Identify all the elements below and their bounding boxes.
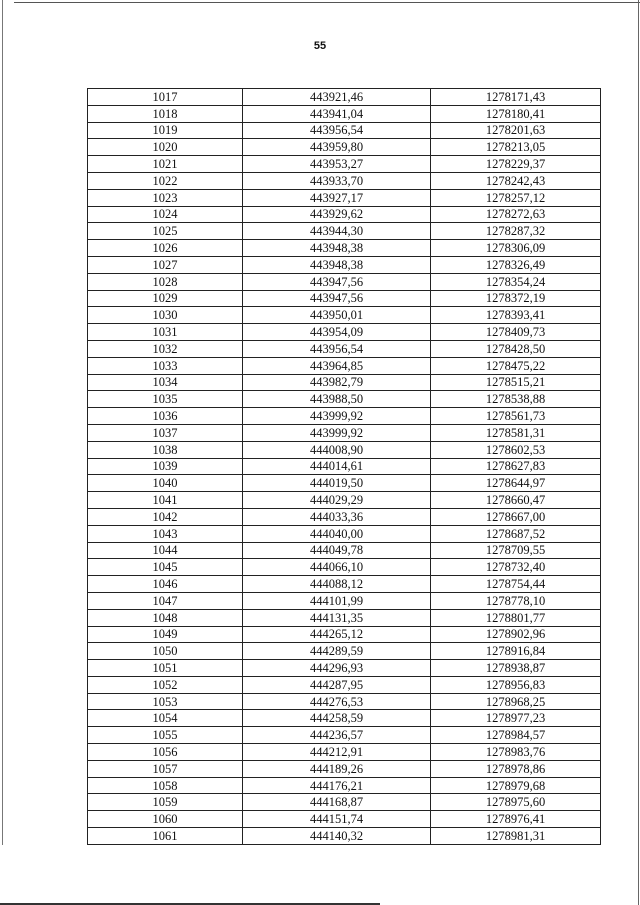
y-coordinate-cell: 1278983,76 — [431, 744, 601, 761]
table-row — [88, 508, 601, 525]
x-coordinate-cell: 443954,09 — [243, 324, 431, 341]
point-number-cell: 1046 — [88, 576, 243, 593]
point-number-cell: 1051 — [88, 660, 243, 677]
x-coordinate-cell: 444131,35 — [243, 609, 431, 626]
table-row — [88, 727, 601, 744]
y-coordinate-cell: 1278977,23 — [431, 710, 601, 727]
table-row — [88, 156, 601, 173]
x-coordinate-cell: 443929,62 — [243, 206, 431, 223]
table-row — [88, 794, 601, 811]
point-number-cell: 1047 — [88, 592, 243, 609]
x-coordinate-cell: 444008,90 — [243, 441, 431, 458]
x-coordinate-cell: 444168,87 — [243, 794, 431, 811]
y-coordinate-cell: 1278976,41 — [431, 811, 601, 828]
point-number-cell: 1034 — [88, 374, 243, 391]
y-coordinate-cell: 1278257,12 — [431, 189, 601, 206]
point-number-cell: 1027 — [88, 256, 243, 273]
table-row — [88, 189, 601, 206]
point-number-cell: 1028 — [88, 273, 243, 290]
x-coordinate-cell: 443999,92 — [243, 424, 431, 441]
y-coordinate-cell: 1278956,83 — [431, 676, 601, 693]
table-row — [88, 710, 601, 727]
point-number-cell: 1045 — [88, 559, 243, 576]
y-coordinate-cell: 1278732,40 — [431, 559, 601, 576]
table-row — [88, 542, 601, 559]
y-coordinate-cell: 1278272,63 — [431, 206, 601, 223]
x-coordinate-cell: 444287,95 — [243, 676, 431, 693]
x-coordinate-cell: 443927,17 — [243, 189, 431, 206]
page-number: 55 — [313, 40, 327, 52]
point-number-cell: 1060 — [88, 811, 243, 828]
table-row — [88, 324, 601, 341]
y-coordinate-cell: 1278475,22 — [431, 357, 601, 374]
y-coordinate-cell: 1278660,47 — [431, 492, 601, 509]
page-border-top — [14, 2, 640, 3]
table-row — [88, 744, 601, 761]
y-coordinate-cell: 1278938,87 — [431, 660, 601, 677]
point-number-cell: 1039 — [88, 458, 243, 475]
x-coordinate-cell: 443933,70 — [243, 172, 431, 189]
point-number-cell: 1052 — [88, 676, 243, 693]
table-row — [88, 458, 601, 475]
point-number-cell: 1033 — [88, 357, 243, 374]
y-coordinate-cell: 1278916,84 — [431, 643, 601, 660]
page-border-left — [2, 0, 3, 845]
point-number-cell: 1042 — [88, 508, 243, 525]
x-coordinate-cell: 444029,29 — [243, 492, 431, 509]
x-coordinate-cell: 444151,74 — [243, 811, 431, 828]
point-number-cell: 1036 — [88, 408, 243, 425]
table-row — [88, 693, 601, 710]
point-number-cell: 1024 — [88, 206, 243, 223]
y-coordinate-cell: 1278778,10 — [431, 592, 601, 609]
table-row — [88, 307, 601, 324]
point-number-cell: 1061 — [88, 828, 243, 845]
y-coordinate-cell: 1278561,73 — [431, 408, 601, 425]
table-row — [88, 811, 601, 828]
table-row — [88, 122, 601, 139]
table-row — [88, 172, 601, 189]
table-row — [88, 424, 601, 441]
x-coordinate-cell: 444033,36 — [243, 508, 431, 525]
table-row — [88, 374, 601, 391]
y-coordinate-cell: 1278984,57 — [431, 727, 601, 744]
x-coordinate-cell: 443948,38 — [243, 240, 431, 257]
point-number-cell: 1018 — [88, 105, 243, 122]
point-number-cell: 1043 — [88, 525, 243, 542]
y-coordinate-cell: 1278515,21 — [431, 374, 601, 391]
coordinates-table — [87, 88, 601, 845]
point-number-cell: 1049 — [88, 626, 243, 643]
table-row — [88, 626, 601, 643]
table-row — [88, 391, 601, 408]
table-row — [88, 609, 601, 626]
x-coordinate-cell: 444049,78 — [243, 542, 431, 559]
point-number-cell: 1056 — [88, 744, 243, 761]
x-coordinate-cell: 443944,30 — [243, 223, 431, 240]
x-coordinate-cell: 444212,91 — [243, 744, 431, 761]
table-row — [88, 592, 601, 609]
point-number-cell: 1030 — [88, 307, 243, 324]
point-number-cell: 1029 — [88, 290, 243, 307]
y-coordinate-cell: 1278754,44 — [431, 576, 601, 593]
table-row — [88, 105, 601, 122]
table-row — [88, 139, 601, 156]
x-coordinate-cell: 444176,21 — [243, 777, 431, 794]
x-coordinate-cell: 444276,53 — [243, 693, 431, 710]
x-coordinate-cell: 443953,27 — [243, 156, 431, 173]
x-coordinate-cell: 443921,46 — [243, 89, 431, 106]
y-coordinate-cell: 1278538,88 — [431, 391, 601, 408]
table-row — [88, 240, 601, 257]
y-coordinate-cell: 1278213,05 — [431, 139, 601, 156]
y-coordinate-cell: 1278644,97 — [431, 475, 601, 492]
x-coordinate-cell: 443959,80 — [243, 139, 431, 156]
x-coordinate-cell: 443964,85 — [243, 357, 431, 374]
y-coordinate-cell: 1278581,31 — [431, 424, 601, 441]
x-coordinate-cell: 443956,54 — [243, 340, 431, 357]
point-number-cell: 1055 — [88, 727, 243, 744]
table-row — [88, 525, 601, 542]
y-coordinate-cell: 1278602,53 — [431, 441, 601, 458]
y-coordinate-cell: 1278372,19 — [431, 290, 601, 307]
y-coordinate-cell: 1278306,09 — [431, 240, 601, 257]
table-row — [88, 777, 601, 794]
y-coordinate-cell: 1278428,50 — [431, 340, 601, 357]
x-coordinate-cell: 444296,93 — [243, 660, 431, 677]
table-row — [88, 273, 601, 290]
table-row — [88, 408, 601, 425]
y-coordinate-cell: 1278902,96 — [431, 626, 601, 643]
x-coordinate-cell: 444289,59 — [243, 643, 431, 660]
table-row — [88, 828, 601, 845]
table-row — [88, 223, 601, 240]
y-coordinate-cell: 1278326,49 — [431, 256, 601, 273]
table-row — [88, 256, 601, 273]
x-coordinate-cell: 444019,50 — [243, 475, 431, 492]
point-number-cell: 1021 — [88, 156, 243, 173]
point-number-cell: 1035 — [88, 391, 243, 408]
y-coordinate-cell: 1278981,31 — [431, 828, 601, 845]
y-coordinate-cell: 1278667,00 — [431, 508, 601, 525]
x-coordinate-cell: 444040,00 — [243, 525, 431, 542]
y-coordinate-cell: 1278627,83 — [431, 458, 601, 475]
y-coordinate-cell: 1278409,73 — [431, 324, 601, 341]
y-coordinate-cell: 1278180,41 — [431, 105, 601, 122]
y-coordinate-cell: 1278801,77 — [431, 609, 601, 626]
y-coordinate-cell: 1278975,60 — [431, 794, 601, 811]
x-coordinate-cell: 444140,32 — [243, 828, 431, 845]
point-number-cell: 1053 — [88, 693, 243, 710]
table-row — [88, 760, 601, 777]
x-coordinate-cell: 443982,79 — [243, 374, 431, 391]
y-coordinate-cell: 1278709,55 — [431, 542, 601, 559]
x-coordinate-cell: 443988,50 — [243, 391, 431, 408]
point-number-cell: 1041 — [88, 492, 243, 509]
point-number-cell: 1037 — [88, 424, 243, 441]
x-coordinate-cell: 443999,92 — [243, 408, 431, 425]
y-coordinate-cell: 1278978,86 — [431, 760, 601, 777]
x-coordinate-cell: 443956,54 — [243, 122, 431, 139]
point-number-cell: 1048 — [88, 609, 243, 626]
point-number-cell: 1058 — [88, 777, 243, 794]
table-row — [88, 492, 601, 509]
point-number-cell: 1044 — [88, 542, 243, 559]
table-row — [88, 89, 601, 106]
x-coordinate-cell: 444014,61 — [243, 458, 431, 475]
y-coordinate-cell: 1278968,25 — [431, 693, 601, 710]
point-number-cell: 1040 — [88, 475, 243, 492]
x-coordinate-cell: 443947,56 — [243, 290, 431, 307]
table-row — [88, 206, 601, 223]
point-number-cell: 1031 — [88, 324, 243, 341]
y-coordinate-cell: 1278201,63 — [431, 122, 601, 139]
point-number-cell: 1054 — [88, 710, 243, 727]
table-row — [88, 660, 601, 677]
table-row — [88, 441, 601, 458]
point-number-cell: 1023 — [88, 189, 243, 206]
y-coordinate-cell: 1278242,43 — [431, 172, 601, 189]
page-border-right — [638, 0, 639, 905]
y-coordinate-cell: 1278287,32 — [431, 223, 601, 240]
point-number-cell: 1026 — [88, 240, 243, 257]
x-coordinate-cell: 444189,26 — [243, 760, 431, 777]
x-coordinate-cell: 443941,04 — [243, 105, 431, 122]
y-coordinate-cell: 1278229,37 — [431, 156, 601, 173]
y-coordinate-cell: 1278687,52 — [431, 525, 601, 542]
table-row — [88, 475, 601, 492]
point-number-cell: 1050 — [88, 643, 243, 660]
x-coordinate-cell: 443950,01 — [243, 307, 431, 324]
x-coordinate-cell: 443947,56 — [243, 273, 431, 290]
coordinates-table-body — [88, 89, 601, 845]
x-coordinate-cell: 444101,99 — [243, 592, 431, 609]
point-number-cell: 1025 — [88, 223, 243, 240]
x-coordinate-cell: 444088,12 — [243, 576, 431, 593]
point-number-cell: 1059 — [88, 794, 243, 811]
x-coordinate-cell: 443948,38 — [243, 256, 431, 273]
table-row — [88, 676, 601, 693]
table-row — [88, 357, 601, 374]
point-number-cell: 1019 — [88, 122, 243, 139]
table-row — [88, 559, 601, 576]
table-row — [88, 643, 601, 660]
point-number-cell: 1020 — [88, 139, 243, 156]
point-number-cell: 1038 — [88, 441, 243, 458]
y-coordinate-cell: 1278979,68 — [431, 777, 601, 794]
y-coordinate-cell: 1278171,43 — [431, 89, 601, 106]
point-number-cell: 1022 — [88, 172, 243, 189]
y-coordinate-cell: 1278354,24 — [431, 273, 601, 290]
point-number-cell: 1057 — [88, 760, 243, 777]
table-row — [88, 576, 601, 593]
x-coordinate-cell: 444236,57 — [243, 727, 431, 744]
x-coordinate-cell: 444265,12 — [243, 626, 431, 643]
point-number-cell: 1032 — [88, 340, 243, 357]
table-row — [88, 290, 601, 307]
x-coordinate-cell: 444258,59 — [243, 710, 431, 727]
y-coordinate-cell: 1278393,41 — [431, 307, 601, 324]
table-row — [88, 340, 601, 357]
point-number-cell: 1017 — [88, 89, 243, 106]
x-coordinate-cell: 444066,10 — [243, 559, 431, 576]
